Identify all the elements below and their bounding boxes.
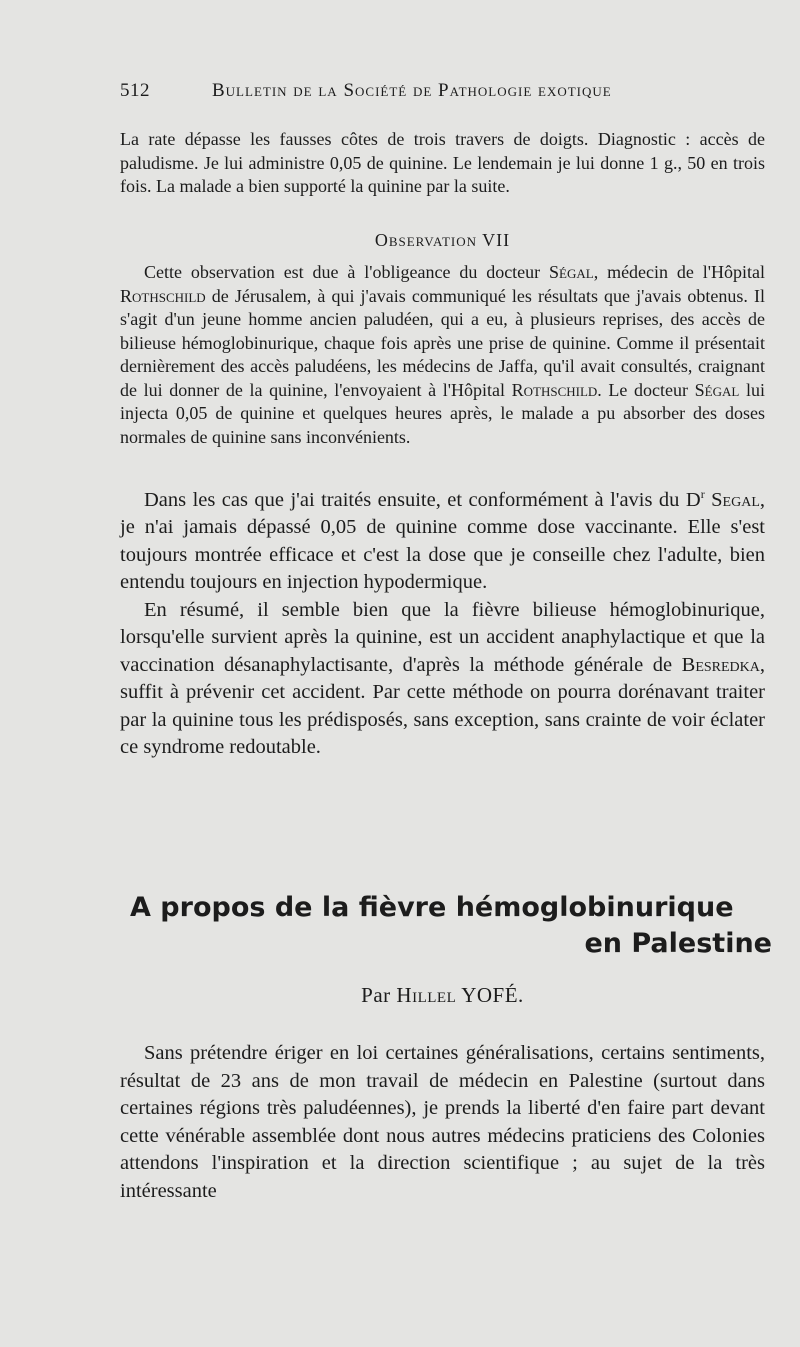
- conclusion-p2-end: , suffit à prévenir cet accident. Par cette méthode on pourra dorénavant traiter par la quinine tous les prédisposés, sans exception, sans crainte de voir éclater ce syndrome redoutable.: [120, 653, 765, 759]
- intro-paragraph-block: [120, 128, 765, 199]
- conclusion-p1-end: , je n'ai jamais dépassé 0,05 de quinine comme dose vaccinante. Elle s'est toujours montrée efficace et c'est la dose que je conseille chez l'adulte, bien entendu toujours en injection hypodermique.: [120, 488, 765, 594]
- article-title-line-1: A propos de la fièvre hémoglobinurique: [130, 892, 734, 923]
- author-name-segal-2: Ségal: [694, 379, 740, 400]
- article-title: [130, 890, 772, 962]
- article-body-paragraph: Sans prétendre ériger en loi certaines généralisations, certains sentiments, résultat de 23 ans de mon travail de médecin en Palestine (surtout dans certaines régions très paludéennes), je prends la liberté d'en faire part devant cette vénérable assemblée dont nous autres médecins praticiens des Colonies attendons l'inspiration et la direction scientifique ; au sujet de la très intéressante: [120, 1042, 765, 1202]
- article-title-line-2: en Palestine: [584, 928, 772, 959]
- observation-text-3: de Jérusalem, à qui j'avais communiqué les résultats que j'avais obtenus. Il s'agit d'un jeune homme ancien paludéen, qui a eu, à plusieurs reprises, des accès de bilieuse hémoglobinurique, chaque fois après une prise de quinine. Comme il présentait dernièrement des accès paludéens, les médecins de Jaffa, qu'il avait consultés, craignant de lui donner de la quinine, l'envoyaient à l'Hôpital: [120, 285, 765, 400]
- conclusion-p2-text: En résumé, il semble bien que la fièvre bilieuse hémoglobinurique, lorsqu'elle survient après la quinine, est un accident anaphylactique et que la vaccination désanaphylactisante, d'après la méthode générale de: [120, 598, 765, 676]
- article-byline: [120, 983, 765, 1008]
- observation-text-2: , médecin de l'Hôpital: [593, 262, 765, 282]
- conclusion-name-segal: Segal: [711, 488, 760, 511]
- author-first-name: Hillel: [396, 983, 457, 1007]
- conclusion-paragraph-2: [120, 597, 765, 762]
- hospital-name-rothschild-2: Rothschild: [511, 379, 598, 400]
- intro-paragraph: La rate dépasse les fausses côtes de trois travers de doigts. Diagnostic : accès de paludisme. Je lui administre 0,05 de quinine. Le lendemain je lui donne 1 g., 50 en trois fois. La malade a bien supporté la quinine par la suite.: [120, 129, 765, 196]
- journal-title: Bulletin de la Société de Pathologie exotique: [212, 80, 612, 101]
- observation-heading: Observation VII: [374, 230, 511, 250]
- byline-prefix: Par: [361, 983, 397, 1007]
- conclusion-name-besredka: Besredka: [681, 653, 760, 676]
- author-name-segal: Ségal: [549, 262, 594, 282]
- observation-text-5: lui injecta 0,05 de quinine et quelques heures après, le malade a pu absorber des doses normales de quinine sans inconvénients.: [120, 379, 765, 447]
- observation-paragraph: [120, 261, 765, 449]
- author-last-name: YOFÉ.: [461, 983, 524, 1007]
- conclusion-p1-text: Dans les cas que j'ai traités ensuite, et conformément à l'avis du D: [144, 488, 701, 511]
- conclusion-block: [120, 481, 765, 762]
- observation-text-1: Cette observation est due à l'obligeance du docteur: [144, 262, 550, 282]
- article-body-block: [120, 1040, 765, 1205]
- doctor-abbrev-sup: r: [700, 487, 705, 501]
- observation-text-4: . Le docteur: [597, 379, 695, 400]
- observation-block: [120, 261, 765, 449]
- conclusion-paragraph-1: [120, 481, 765, 597]
- hospital-name-rothschild: Rothschild: [120, 285, 206, 306]
- page-number: 512: [120, 80, 150, 101]
